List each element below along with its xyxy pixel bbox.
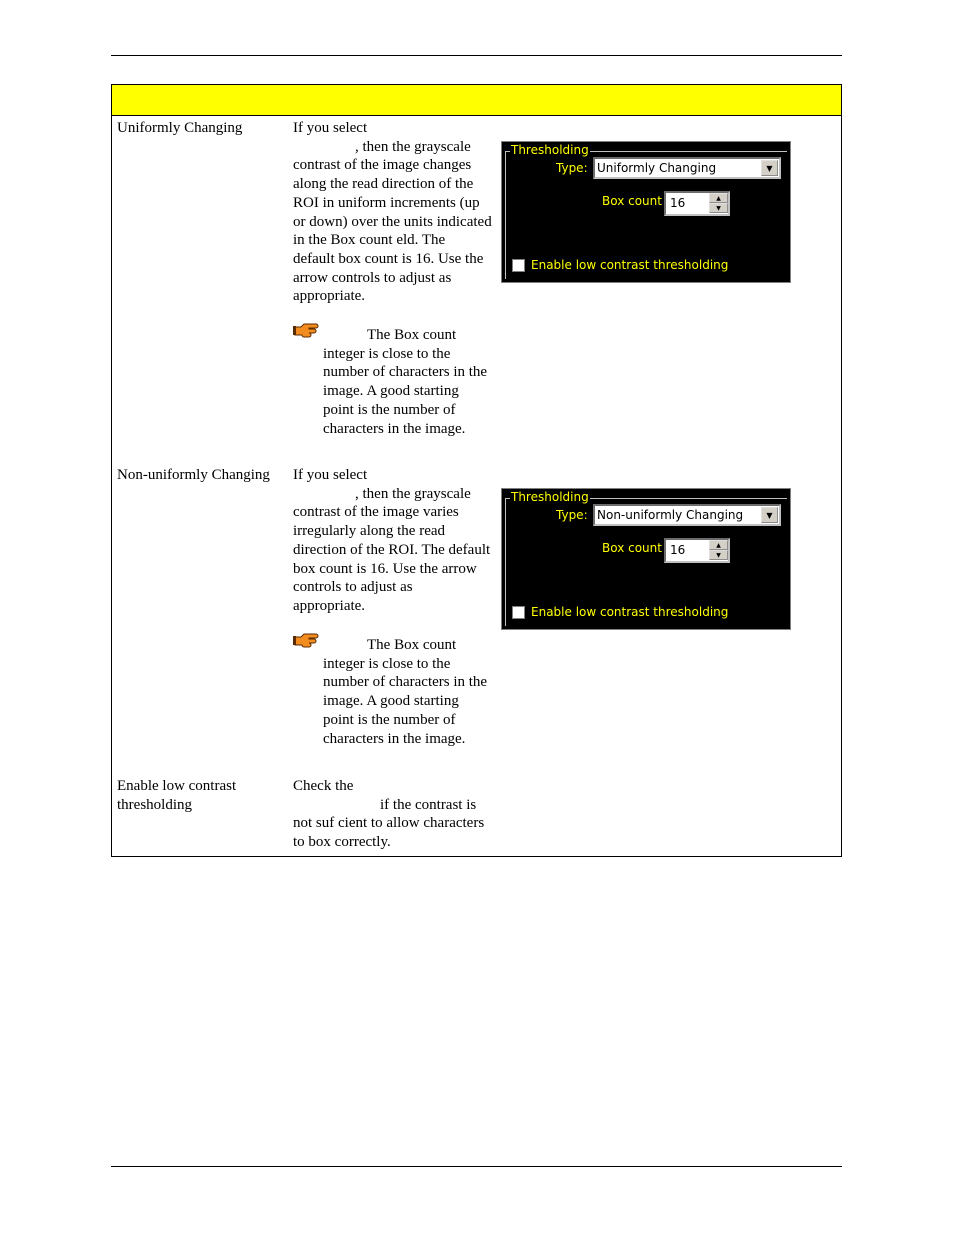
note-line: characters in the image.: [323, 730, 466, 747]
stepper-down-icon[interactable]: ▼: [709, 550, 728, 560]
parameter-table: [111, 84, 842, 857]
note-line: point is the number of: [323, 711, 456, 728]
type-dropdown-value: Uniformly Changing: [597, 161, 717, 175]
desc-line: box count is 16. Use the arrow: [293, 560, 477, 577]
desc-line: contrast of the image varies: [293, 504, 459, 521]
box-count-label: Box count: [602, 541, 662, 555]
desc-line: along the read direction of the: [293, 176, 474, 193]
type-label: Type:: [556, 161, 588, 175]
stepper-up-icon[interactable]: ▲: [709, 540, 728, 550]
group-legend: Thresholding: [511, 490, 589, 504]
desc-line: If you select: [293, 467, 368, 483]
box-count-stepper[interactable]: [664, 191, 730, 216]
table-header-bar: [112, 85, 841, 116]
box-count-value: 16: [670, 196, 686, 210]
low-contrast-checkbox-label[interactable]: Enable low contrast thresholding: [531, 258, 729, 272]
type-dropdown[interactable]: [593, 504, 781, 526]
row-label-non-uniformly-changing: Non-uniformly Changing: [117, 467, 270, 483]
note-non-uniformly-changing: [323, 636, 498, 748]
desc-line: appropriate.: [293, 597, 366, 614]
desc-line: Check the: [293, 778, 354, 794]
note-line: The Box count: [367, 327, 457, 343]
label-line: Enable low contrast: [117, 778, 237, 794]
desc-line: default box count is 16. Use the: [293, 250, 484, 267]
note-line: characters in the image.: [323, 420, 466, 437]
desc-line: not suf cient to allow characters: [293, 815, 485, 832]
note-line: point is the number of: [323, 401, 456, 418]
chevron-down-icon[interactable]: ▼: [761, 507, 778, 523]
box-count-stepper[interactable]: [664, 538, 730, 563]
desc-line: or down) over the units indicated: [293, 213, 492, 230]
desc-line: irregularly along the read: [293, 523, 446, 540]
desc-line: , then the grayscale: [355, 485, 471, 502]
desc-line: if the contrast is: [380, 796, 477, 813]
note-line: number of characters in the: [323, 674, 488, 691]
stepper-down-icon[interactable]: ▼: [709, 203, 728, 213]
note-line: integer is close to the: [323, 655, 451, 672]
note-line: integer is close to the: [323, 345, 451, 362]
low-contrast-checkbox[interactable]: [512, 259, 525, 272]
thresholding-panel-non-uniform: [501, 488, 791, 630]
note-line: The Box count: [367, 637, 457, 653]
desc-line: in the Box count eld. The: [293, 232, 446, 249]
stepper-up-icon[interactable]: ▲: [709, 193, 728, 203]
box-count-value: 16: [670, 543, 686, 557]
desc-line: to box correctly.: [293, 834, 391, 851]
header-rule: [111, 55, 842, 56]
type-dropdown[interactable]: [593, 157, 781, 179]
note-line: number of characters in the: [323, 364, 488, 381]
desc-line: direction of the ROI. The default: [293, 541, 491, 558]
low-contrast-checkbox[interactable]: [512, 606, 525, 619]
group-legend: Thresholding: [511, 143, 589, 157]
note-line: image. A good starting: [323, 383, 459, 400]
desc-line: appropriate.: [293, 288, 366, 305]
type-dropdown-value: Non-uniformly Changing: [597, 508, 744, 522]
box-count-label: Box count: [602, 194, 662, 208]
type-label: Type:: [556, 508, 588, 522]
footer-rule: [111, 1166, 842, 1167]
desc-line: ROI in uniform increments (up: [293, 194, 480, 211]
thresholding-panel-uniform: [501, 141, 791, 283]
row-label-enable-low-contrast: [117, 777, 287, 814]
low-contrast-checkbox-label[interactable]: Enable low contrast thresholding: [531, 605, 729, 619]
row-description-uniformly-changing: [293, 119, 498, 306]
note-line: image. A good starting: [323, 693, 459, 710]
pointing-hand-icon: [293, 631, 319, 649]
pointing-hand-icon: [293, 321, 319, 339]
row-label-uniformly-changing: Uniformly Changing: [117, 120, 243, 136]
desc-line: contrast of the image changes: [293, 157, 472, 174]
label-line: thresholding: [117, 796, 192, 813]
note-uniformly-changing: [323, 326, 498, 438]
desc-line: arrow controls to adjust as: [293, 269, 452, 286]
desc-line: If you select: [293, 120, 368, 136]
chevron-down-icon[interactable]: ▼: [761, 160, 778, 176]
row-description-non-uniformly-changing: [293, 466, 498, 616]
desc-line: controls to adjust as: [293, 579, 413, 596]
row-description-enable-low-contrast: [293, 777, 498, 852]
desc-line: , then the grayscale: [355, 138, 471, 155]
